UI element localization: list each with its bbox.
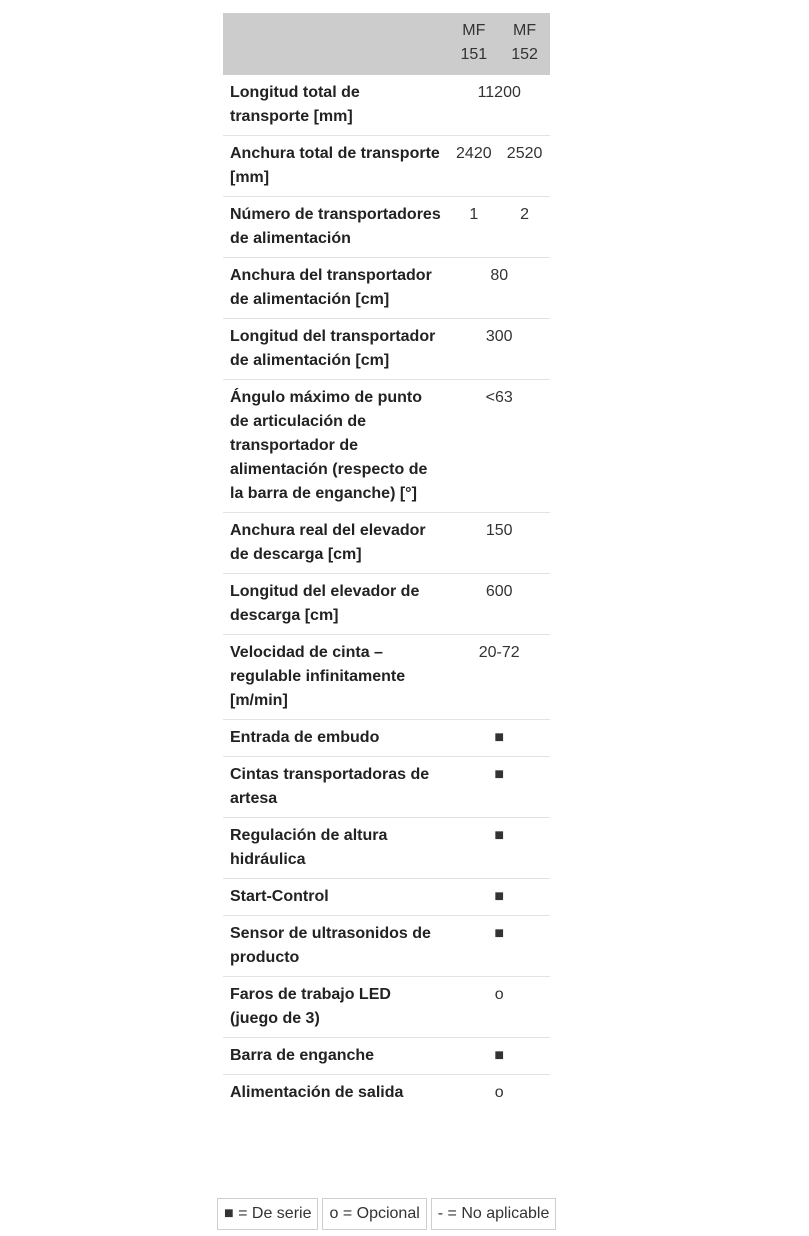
model-line1: MF (462, 22, 486, 39)
table-row (223, 574, 550, 635)
row-label: Anchura real del elevador de descarga [cm] (223, 513, 448, 574)
legend (217, 1198, 556, 1230)
table-row (223, 1075, 550, 1112)
row-label: Entrada de embudo (223, 720, 448, 757)
table-row (223, 977, 550, 1038)
table-row (223, 380, 550, 513)
row-value: <63 (448, 380, 550, 513)
row-value: 300 (448, 319, 550, 380)
row-value-mf152: 2 (499, 197, 550, 258)
row-value: 11200 (448, 75, 550, 136)
standard-marker: ■ (448, 879, 550, 916)
row-label: Longitud total de transporte [mm] (223, 75, 448, 136)
row-label: Anchura del transportador de alimentación [cm] (223, 258, 448, 319)
optional-marker: o (494, 1084, 504, 1101)
table-row (223, 757, 550, 818)
optional-marker: o (448, 977, 550, 1038)
row-value: 150 (448, 513, 550, 574)
row-value: 600 (448, 574, 550, 635)
table-row (223, 75, 550, 136)
standard-marker: ■ (448, 818, 550, 879)
table-row (223, 319, 550, 380)
row-label: Número de transportadores de alimentación (223, 197, 448, 258)
legend-not-applicable: - = No aplicable (431, 1198, 557, 1230)
row-value: 20-72 (448, 635, 550, 720)
standard-marker: ■ (448, 1038, 550, 1075)
table-row (223, 1038, 550, 1075)
row-label: Faros de trabajo LED (juego de 3) (223, 977, 448, 1038)
model-line1: MF (513, 22, 537, 39)
model-line2: 151 (460, 46, 488, 63)
table-row (223, 197, 550, 258)
standard-marker: ■ (448, 916, 550, 977)
table-row (223, 258, 550, 319)
row-value-mf151: 1 (448, 197, 499, 258)
model-header-mf151 (448, 13, 499, 75)
standard-marker: ■ (448, 757, 550, 818)
table-row (223, 720, 550, 757)
row-label: Ángulo máximo de punto de articulación de transportador de alimentación (respecto de la barra de enganche) [°] (223, 380, 448, 513)
table-row (223, 818, 550, 879)
table-row (223, 136, 550, 197)
row-label: Start-Control (223, 879, 448, 916)
standard-marker: ■ (448, 720, 550, 757)
legend-standard: ■ = De serie (217, 1198, 318, 1230)
table-header (223, 13, 550, 75)
table-row (223, 916, 550, 977)
table-row (223, 513, 550, 574)
row-label: Longitud del elevador de descarga [cm] (223, 574, 448, 635)
row-label: Regulación de altura hidráulica (223, 818, 448, 879)
spec-table (223, 13, 550, 1111)
row-label: Velocidad de cinta – regulable infinitamente [m/min] (223, 635, 448, 720)
legend-optional: o = Opcional (322, 1198, 426, 1230)
row-value-mf151: 2420 (448, 136, 499, 197)
row-label: Alimentación de salida (230, 1084, 404, 1101)
table-row (223, 879, 550, 916)
row-label: Barra de enganche (223, 1038, 448, 1075)
model-header-mf152 (499, 13, 550, 75)
row-label: Anchura total de transporte [mm] (223, 136, 448, 197)
header-row (223, 13, 550, 75)
row-label: Cintas transportadoras de artesa (223, 757, 448, 818)
table-row (223, 635, 550, 720)
header-blank-cell (223, 13, 448, 75)
row-value-mf152: 2520 (499, 136, 550, 197)
table-body (223, 75, 550, 1111)
row-value: 80 (448, 258, 550, 319)
row-label: Longitud del transportador de alimentación [cm] (223, 319, 448, 380)
row-label: Sensor de ultrasonidos de producto (223, 916, 448, 977)
model-line2: 152 (511, 46, 538, 63)
